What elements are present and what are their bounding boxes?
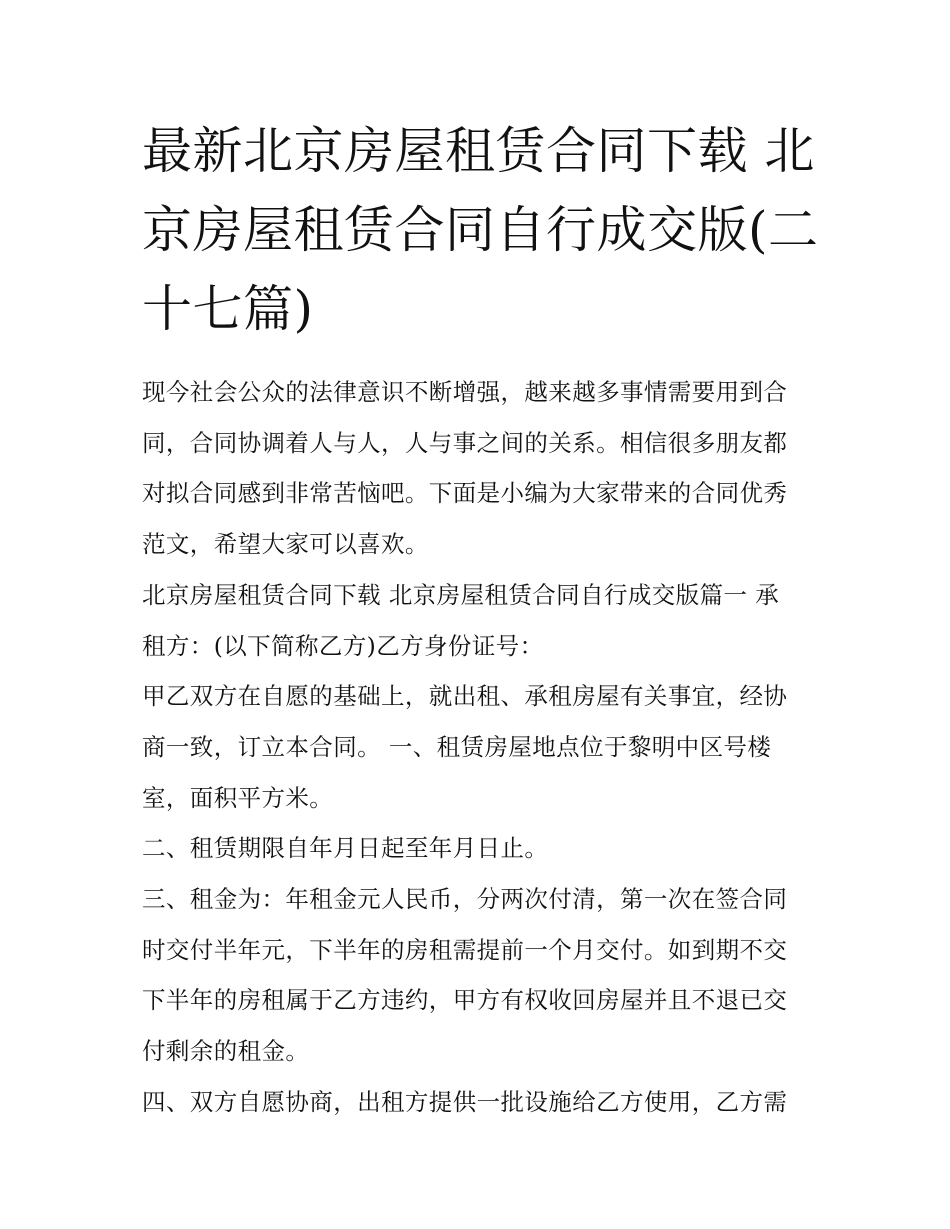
- body-line: 北京房屋租赁合同下载 北京房屋租赁合同自行成交版篇一 承: [142, 580, 780, 609]
- body-line: 对拟合同感到非常苦恼吧。下面是小编为大家带来的合同优秀: [142, 479, 788, 508]
- document-page: [142, 112, 818, 1128]
- title-line: 京房屋租赁合同自行成交版(二: [142, 201, 819, 259]
- body-line: 现今社会公众的法律意识不断增强，越来越多事情需要用到合: [142, 378, 788, 406]
- body-line: 同，合同协调着人与人，人与事之间的关系。相信很多朋友都: [142, 428, 788, 457]
- body-line: 租方：(以下简称乙方)乙方身份证号：: [142, 631, 544, 660]
- body-line: 四、双方自愿协商，出租方提供一批设施给乙方使用，乙方需: [142, 1087, 788, 1116]
- title-line: 十七篇): [142, 280, 314, 338]
- document-title: [142, 112, 818, 349]
- body-line: 室，面积平方米。: [142, 783, 334, 812]
- document-body: [142, 367, 818, 1128]
- body-line: 时交付半年元，下半年的房租需提前一个月交付。如到期不交: [142, 935, 788, 964]
- body-line: 下半年的房租属于乙方违约，甲方有权收回房屋并且不退已交: [142, 986, 788, 1015]
- body-line: 商一致，订立本合同。 一、租赁房屋地点位于黎明中区号楼: [142, 732, 772, 761]
- body-line: 二、租赁期限自年月日起至年月日止。: [142, 834, 549, 863]
- body-line: 甲乙双方在自愿的基础上，就出租、承租房屋有关事宜，经协: [142, 682, 788, 711]
- body-line: 付剩余的租金。: [142, 1037, 310, 1066]
- title-line: 最新北京房屋租赁合同下载 北: [142, 122, 815, 180]
- body-line: 三、租金为：年租金元人民币，分两次付清，第一次在签合同: [142, 885, 788, 914]
- body-line: 范文，希望大家可以喜欢。: [142, 530, 429, 559]
